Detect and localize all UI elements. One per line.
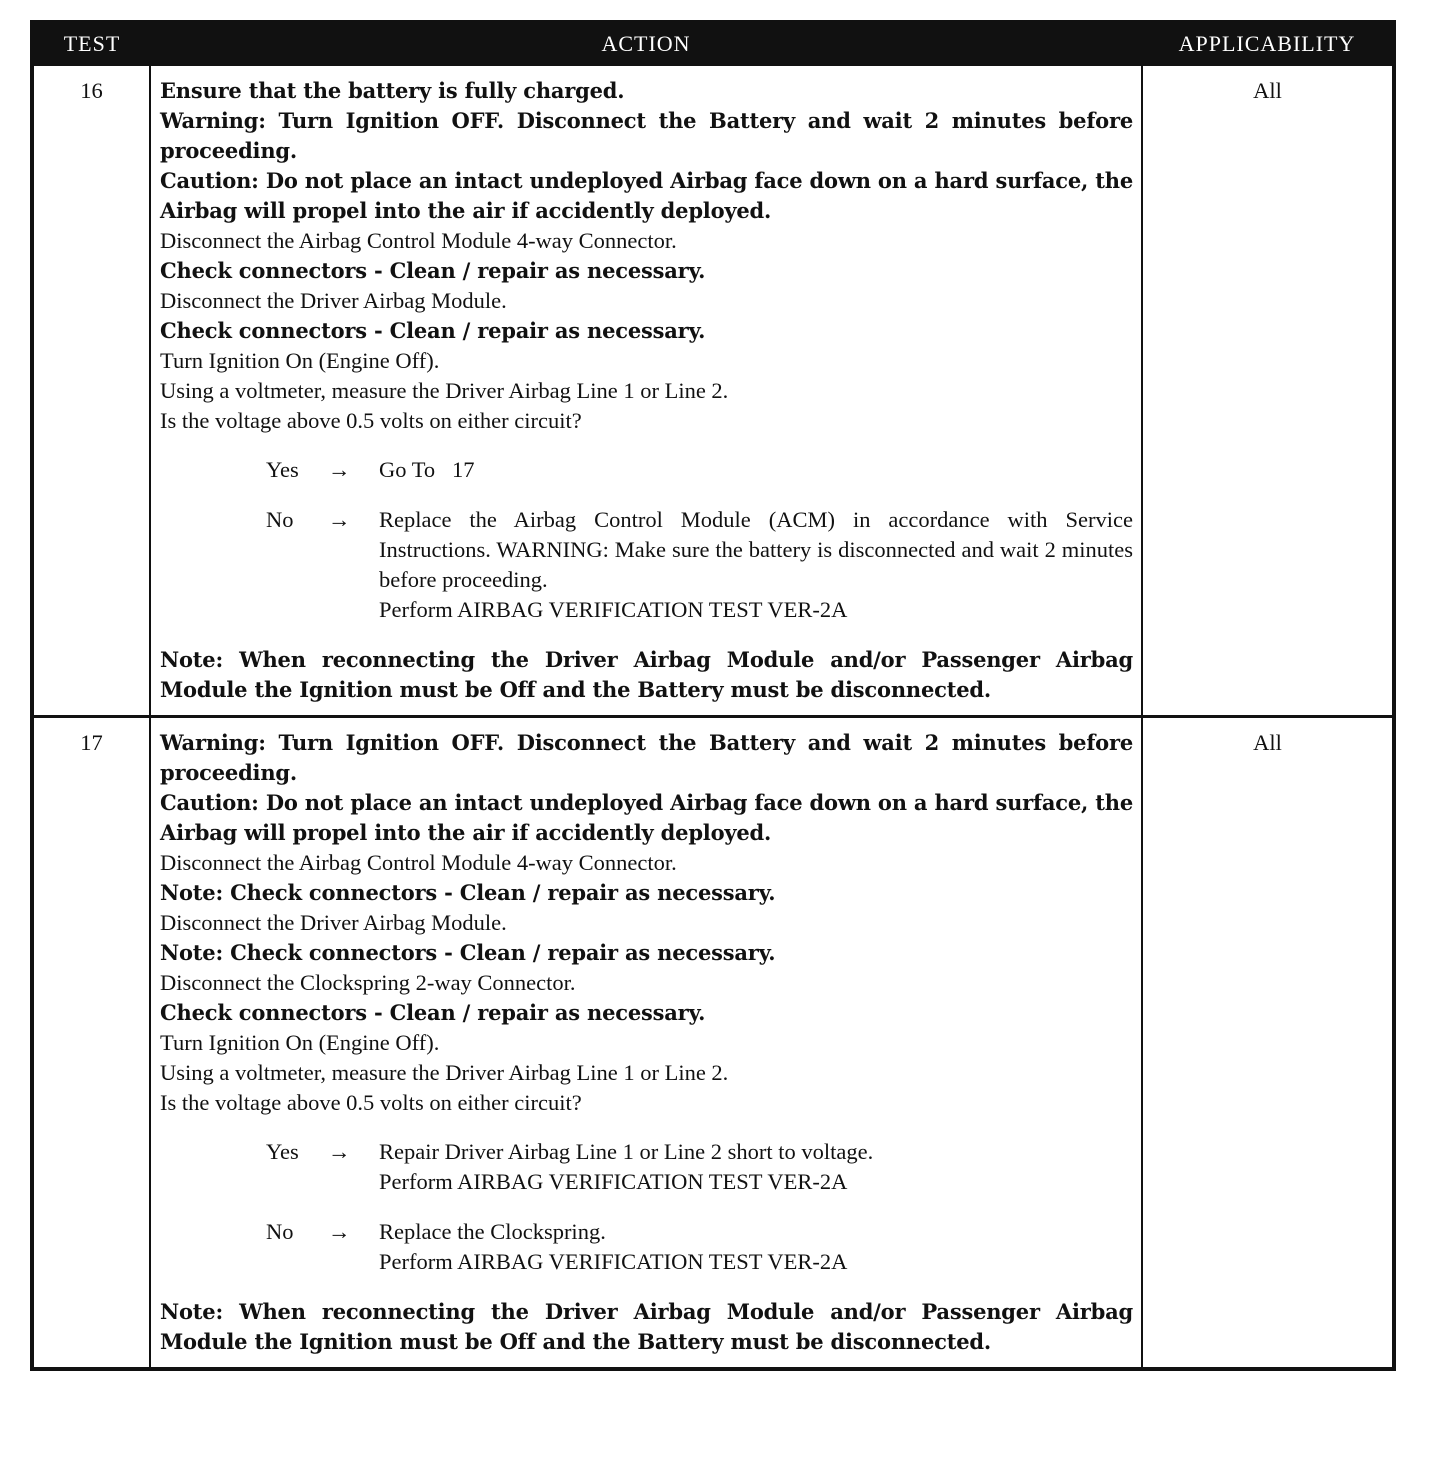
action-line: Disconnect the Airbag Control Module 4-way Connector. xyxy=(160,228,677,253)
diagnostic-table xyxy=(30,20,1396,1371)
no-text-2: Perform AIRBAG VERIFICATION TEST VER-2A xyxy=(379,1249,848,1274)
caution-line: Caution: Do not place an intact undeployed Airbag face down on a hard surface, the Airbag will propel into the air if accidently deployed. xyxy=(160,168,1133,223)
action-line: Using a voltmeter, measure the Driver Airbag Line 1 or Line 2. xyxy=(160,378,729,403)
applicability-value: All xyxy=(1142,717,1394,1370)
action-line: Disconnect the Clockspring 2-way Connector. xyxy=(160,970,576,995)
question-line: Is the voltage above 0.5 volts on either circuit? xyxy=(160,408,582,433)
action-line: Disconnect the Airbag Control Module 4-way Connector. xyxy=(160,850,677,875)
warning-line: Warning: Turn Ignition OFF. Disconnect the Battery and wait 2 minutes before proceeding. xyxy=(160,108,1133,163)
yes-text-2: Perform AIRBAG VERIFICATION TEST VER-2A xyxy=(379,1169,848,1194)
arrow-icon: → xyxy=(328,507,351,532)
yes-text: Repair Driver Airbag Line 1 or Line 2 short to voltage. xyxy=(379,1139,874,1164)
test-number: 17 xyxy=(32,717,150,1370)
arrow-icon: → xyxy=(328,1219,351,1244)
yes-outcome xyxy=(160,1137,1133,1197)
no-text: Replace the Clockspring. xyxy=(379,1219,606,1244)
yes-label: Yes xyxy=(266,1139,299,1164)
no-label: No xyxy=(266,1219,294,1244)
applicability-value: All xyxy=(1142,65,1394,717)
yes-label: Yes xyxy=(266,457,299,482)
action-line: Ensure that the battery is fully charged. xyxy=(160,78,625,103)
note-line: Note: When reconnecting the Driver Airbag Module and/or Passenger Airbag Module the Ignition must be Off and the Battery must be disconnected. xyxy=(160,647,1133,702)
table-row xyxy=(32,717,1394,1370)
warning-line: Warning: Turn Ignition OFF. Disconnect the Battery and wait 2 minutes before proceeding. xyxy=(160,730,1133,785)
action-line: Disconnect the Driver Airbag Module. xyxy=(160,910,507,935)
caution-line: Caution: Do not place an intact undeployed Airbag face down on a hard surface, the Airbag will propel into the air if accidently deployed. xyxy=(160,790,1133,845)
action-line: Check connectors - Clean / repair as necessary. xyxy=(160,258,706,283)
no-text: Replace the Airbag Control Module (ACM) in accordance with Service Instructions. WARNING: Make sure the battery is disconnected and wait 2 minutes before proceeding. xyxy=(379,507,1133,592)
yes-outcome xyxy=(160,455,1133,485)
yes-text-block xyxy=(379,1137,1133,1197)
arrow-icon: → xyxy=(328,1139,351,1164)
action-line: Turn Ignition On (Engine Off). xyxy=(160,348,440,373)
test-number: 16 xyxy=(32,65,150,717)
no-text-block xyxy=(379,1217,1133,1277)
no-text-2: Perform AIRBAG VERIFICATION TEST VER-2A xyxy=(379,597,848,622)
question-line: Is the voltage above 0.5 volts on either circuit? xyxy=(160,1090,582,1115)
yes-text: Go To 17 xyxy=(379,457,475,482)
action-line: Note: Check connectors - Clean / repair as necessary. xyxy=(160,940,776,965)
action-line: Using a voltmeter, measure the Driver Airbag Line 1 or Line 2. xyxy=(160,1060,729,1085)
table-row xyxy=(32,65,1394,717)
no-outcome xyxy=(160,505,1133,625)
table-header-row xyxy=(32,22,1394,65)
action-line: Check connectors - Clean / repair as necessary. xyxy=(160,318,706,343)
header-applicability: APPLICABILITY xyxy=(1142,22,1394,65)
action-cell xyxy=(150,717,1142,1370)
action-cell xyxy=(150,65,1142,717)
action-line: Disconnect the Driver Airbag Module. xyxy=(160,288,507,313)
no-text-block xyxy=(379,505,1133,625)
action-line: Check connectors - Clean / repair as necessary. xyxy=(160,1000,706,1025)
header-action: ACTION xyxy=(150,22,1142,65)
note-line: Note: When reconnecting the Driver Airbag Module and/or Passenger Airbag Module the Ignition must be Off and the Battery must be disconnected. xyxy=(160,1299,1133,1354)
no-label: No xyxy=(266,507,294,532)
action-line: Note: Check connectors - Clean / repair as necessary. xyxy=(160,880,776,905)
header-test: TEST xyxy=(32,22,150,65)
action-line: Turn Ignition On (Engine Off). xyxy=(160,1030,440,1055)
arrow-icon: → xyxy=(328,457,351,482)
no-outcome xyxy=(160,1217,1133,1277)
